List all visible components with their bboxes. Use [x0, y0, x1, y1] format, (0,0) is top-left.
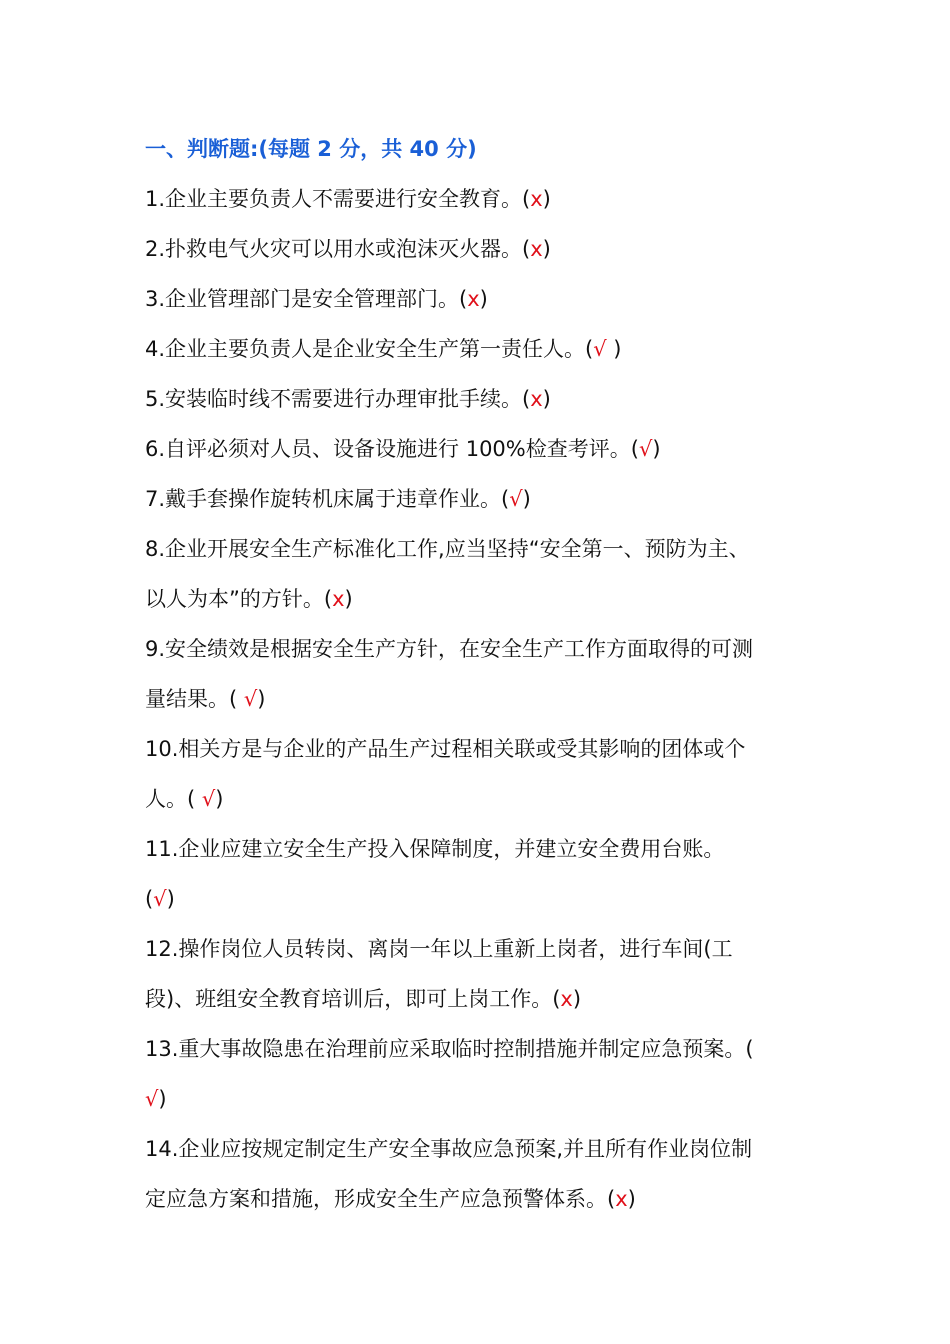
question-line	[145, 431, 661, 467]
answer-close: )	[542, 387, 551, 411]
answer-mark: x	[560, 987, 573, 1011]
question-line	[145, 681, 265, 717]
answer-close: )	[627, 1187, 636, 1211]
question-text: 8.企业开展安全生产标准化工作,应当坚持“安全第一、预防为主、	[145, 537, 750, 561]
question-line	[145, 881, 175, 917]
question-text: 13.重大事故隐患在治理前应采取临时控制措施并制定应急预案。(	[145, 1037, 754, 1061]
question-line	[145, 781, 223, 817]
question-line	[145, 1131, 752, 1167]
question-text: 1.企业主要负责人不需要进行安全教育。(	[145, 187, 531, 211]
answer-mark: x	[332, 587, 345, 611]
question-line	[145, 331, 622, 367]
question-line	[145, 931, 733, 967]
question-text: 6.自评必须对人员、设备设施进行 100%检查考评。(	[145, 437, 639, 461]
answer-close: )	[479, 287, 488, 311]
answer-mark: √	[243, 687, 258, 711]
question-line	[145, 731, 745, 767]
question-text: 11.企业应建立安全生产投入保障制度，并建立安全费用台账。	[145, 837, 725, 861]
question-text: 人。(	[145, 787, 202, 811]
answer-mark: √	[638, 437, 653, 461]
answer-close: )	[542, 237, 551, 261]
question-line	[145, 281, 488, 317]
question-line	[145, 381, 551, 417]
answer-mark: x	[467, 287, 480, 311]
question-text: 5.安装临时线不需要进行办理审批手续。(	[145, 387, 531, 411]
question-line	[145, 1031, 754, 1067]
answer-close: )	[572, 987, 582, 1011]
answer-mark: √	[509, 487, 523, 511]
question-text: 段)、班组安全教育培训后，即可上岗工作。(	[145, 987, 561, 1011]
answer-close: )	[652, 437, 661, 461]
answer-close: )	[257, 687, 266, 711]
answer-mark: x	[530, 387, 543, 411]
question-line	[145, 481, 531, 517]
question-text: 定应急方案和措施，形成安全生产应急预警体系。(	[145, 1187, 616, 1211]
section-heading: 一、判断题:(每题 2 分，共 40 分)	[145, 137, 477, 161]
answer-close: )	[158, 1087, 167, 1111]
question-line	[145, 1181, 636, 1217]
question-text: (	[145, 887, 154, 911]
question-text: 3.企业管理部门是安全管理部门。(	[145, 287, 468, 311]
answer-close: )	[344, 587, 353, 611]
question-text: 9.安全绩效是根据安全生产方针，在安全生产工作方面取得的可测	[145, 637, 754, 661]
question-line	[145, 531, 750, 567]
answer-close: )	[522, 487, 531, 511]
question-text: 量结果。(	[145, 687, 244, 711]
answer-mark: √	[593, 337, 607, 361]
question-text: 10.相关方是与企业的产品生产过程相关联或受其影响的团体或个	[145, 737, 746, 761]
question-line	[145, 631, 753, 667]
answer-mark: √	[145, 1087, 159, 1111]
question-text: 4.企业主要负责人是企业安全生产第一责任人。(	[145, 337, 594, 361]
answer-close: )	[166, 887, 175, 911]
question-text: 7.戴手套操作旋转机床属于违章作业。(	[145, 487, 510, 511]
question-line	[145, 231, 551, 267]
answer-close: )	[542, 187, 551, 211]
question-line	[145, 181, 551, 217]
question-text: 12.操作岗位人员转岗、离岗一年以上重新上岗者，进行车间(工	[145, 937, 733, 961]
answer-close: )	[606, 337, 622, 361]
answer-mark: √	[153, 887, 167, 911]
answer-mark: √	[201, 787, 216, 811]
question-line	[145, 1081, 167, 1117]
answer-mark: x	[530, 187, 543, 211]
answer-mark: x	[615, 1187, 628, 1211]
question-text: 以人为本”的方针。(	[145, 587, 333, 611]
question-line	[145, 581, 353, 617]
question-line	[145, 831, 724, 867]
answer-close: )	[215, 787, 224, 811]
question-text: 2.扑救电气火灾可以用水或泡沫灭火器。(	[145, 237, 531, 261]
question-line	[145, 981, 581, 1017]
question-text: 14.企业应按规定制定生产安全事故应急预案,并且所有作业岗位制	[145, 1137, 753, 1161]
answer-mark: x	[530, 237, 543, 261]
